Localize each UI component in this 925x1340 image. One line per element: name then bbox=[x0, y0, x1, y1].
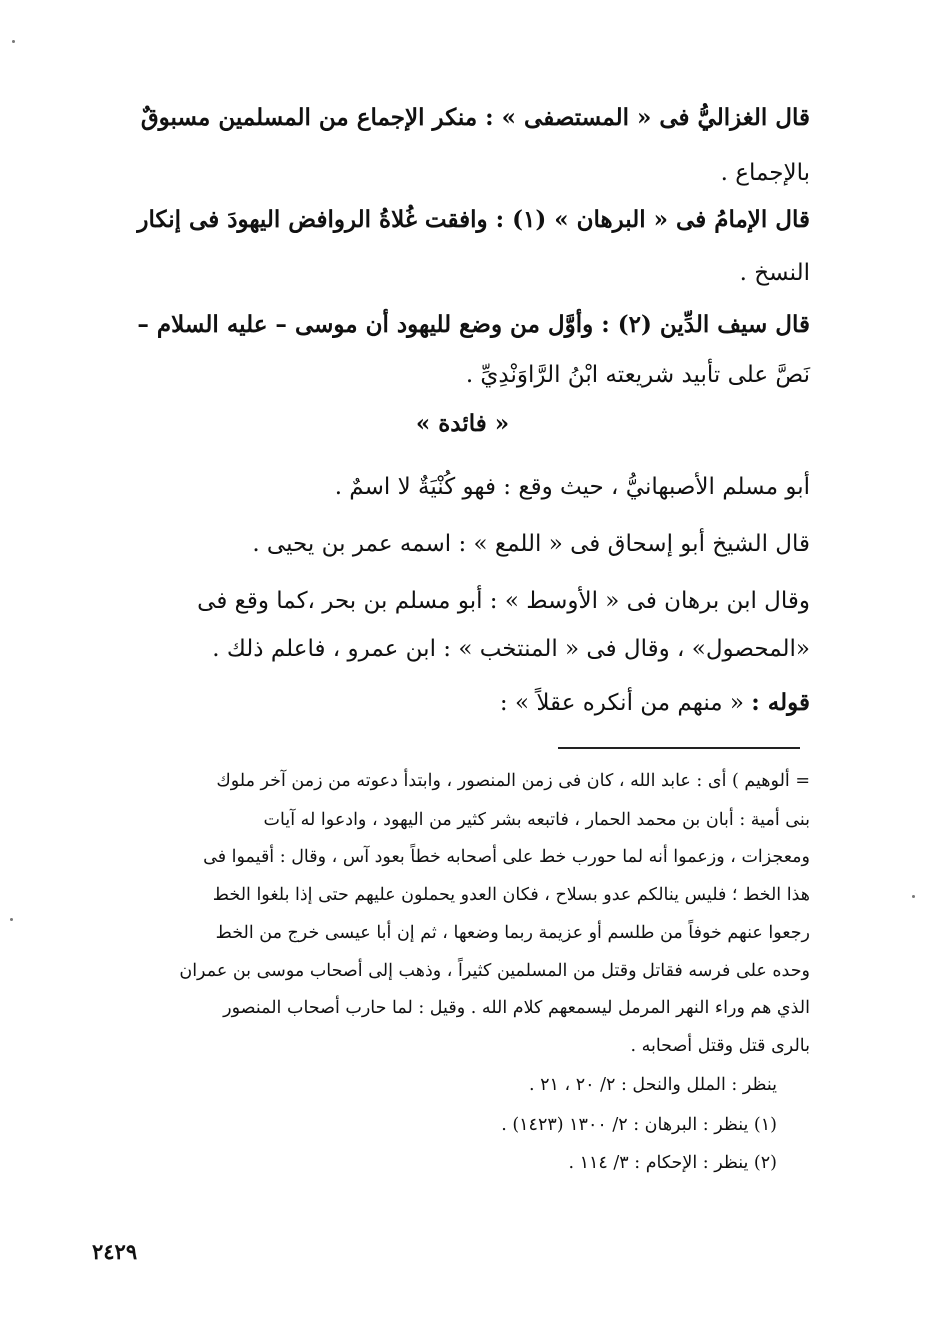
margin-speck bbox=[12, 40, 15, 43]
footnote-line-3: ومعجزات ، وزعموا أنه لما حورب خط على أصحابه خطاً بعود آس ، وقال : أقيموا فى bbox=[203, 847, 810, 867]
faida-line-1: أبو مسلم الأصبهانيُّ ، حيث وقع : فهو كُنْيَةٌ لا اسمٌ . bbox=[334, 474, 810, 500]
quote-imam-line1: قال الإمامُ فى « البرهان » (١) : وافقت غُلاةُ الروافض اليهودَ فى إنكار bbox=[137, 206, 810, 233]
footnote-separator bbox=[558, 747, 800, 749]
qawluhu-text: « منهم من أنكره عقلاً » : bbox=[499, 690, 744, 716]
margin-speck bbox=[10, 918, 13, 921]
quote-ghazali-line1: قال الغزاليُّ فى « المستصفى » : منكر الإجماع من المسلمين مسبوقٌ bbox=[140, 104, 810, 131]
quote-ghazali-line2: بالإجماع . bbox=[720, 160, 810, 186]
qawluhu-label: قوله : bbox=[751, 689, 810, 716]
footnote-ref-2: (٢) ينظر : الإحكام : ٣/ ١١٤ . bbox=[568, 1153, 777, 1173]
footnote-line-2: بنى أمية : أبان بن محمد الحمار ، فاتبعه بشر كثير من اليهود ، وادعوا له آيات bbox=[263, 810, 810, 830]
faida-line-4: «المحصول» ، وقال فى « المنتخب » : ابن عمرو ، فاعلم ذلك . bbox=[212, 636, 810, 662]
footnote-ref-milal: ينظر : الملل والنحل : ٢/ ٢٠ ، ٢١ . bbox=[528, 1075, 777, 1095]
qawluhu-line bbox=[500, 688, 810, 718]
faida-line-2: قال الشيخ أبو إسحاق فى « اللمع » : اسمه عمر بن يحيى . bbox=[252, 531, 810, 557]
faida-line-3: وقال ابن برهان فى « الأوسط » : أبو مسلم بن بحر ،كما وقع فى bbox=[197, 588, 810, 614]
quote-imam-line2: النسخ . bbox=[739, 260, 810, 286]
footnote-line-5: رجعوا عنهم خوفاً من طلسم أو عزيمة ربما وضعها ، ثم إن أبا عيسى خرج من الخط bbox=[215, 923, 810, 943]
footnote-line-1: = ألوهيم ) أى : عابد الله ، كان فى زمن المنصور ، وابتدأ دعوته من زمن آخر ملوك bbox=[216, 771, 810, 791]
footnote-ref-1: (١) ينظر : البرهان : ٢/ ١٣٠٠ (١٤٢٣) . bbox=[501, 1115, 777, 1135]
footnote-line-4: هذا الخط ؛ فليس ينالكم عدو بسلاح ، فكان العدو يحملون عليهم حتى إذا بلغوا الخط bbox=[212, 885, 810, 905]
footnote-line-8: بالرى قتل وقتل أصحابه . bbox=[630, 1036, 810, 1056]
margin-speck bbox=[912, 895, 915, 898]
footnote-line-7: الذي هم وراء النهر المرمل ليسمعهم كلام الله . وقيل : لما حارب أصحاب المنصور bbox=[223, 998, 810, 1018]
faida-heading: « فائدة » bbox=[415, 410, 510, 437]
quote-sayf-line1: قال سيف الدِّين (٢) : وأوَّل من وضع لليهود أن موسى – عليه السلام – bbox=[137, 311, 810, 338]
footnote-line-6: وحده على فرسه فقاتل وقتل من المسلمين كثيراً ، وذهب إلى أصحاب موسى بن عمران bbox=[179, 961, 810, 981]
page-number: ٢٤٢٩ bbox=[92, 1239, 138, 1264]
quote-sayf-line2: نَصَّ على تأبيد شريعته ابْنُ الرَّاوَنْدِيِّ . bbox=[465, 362, 810, 388]
